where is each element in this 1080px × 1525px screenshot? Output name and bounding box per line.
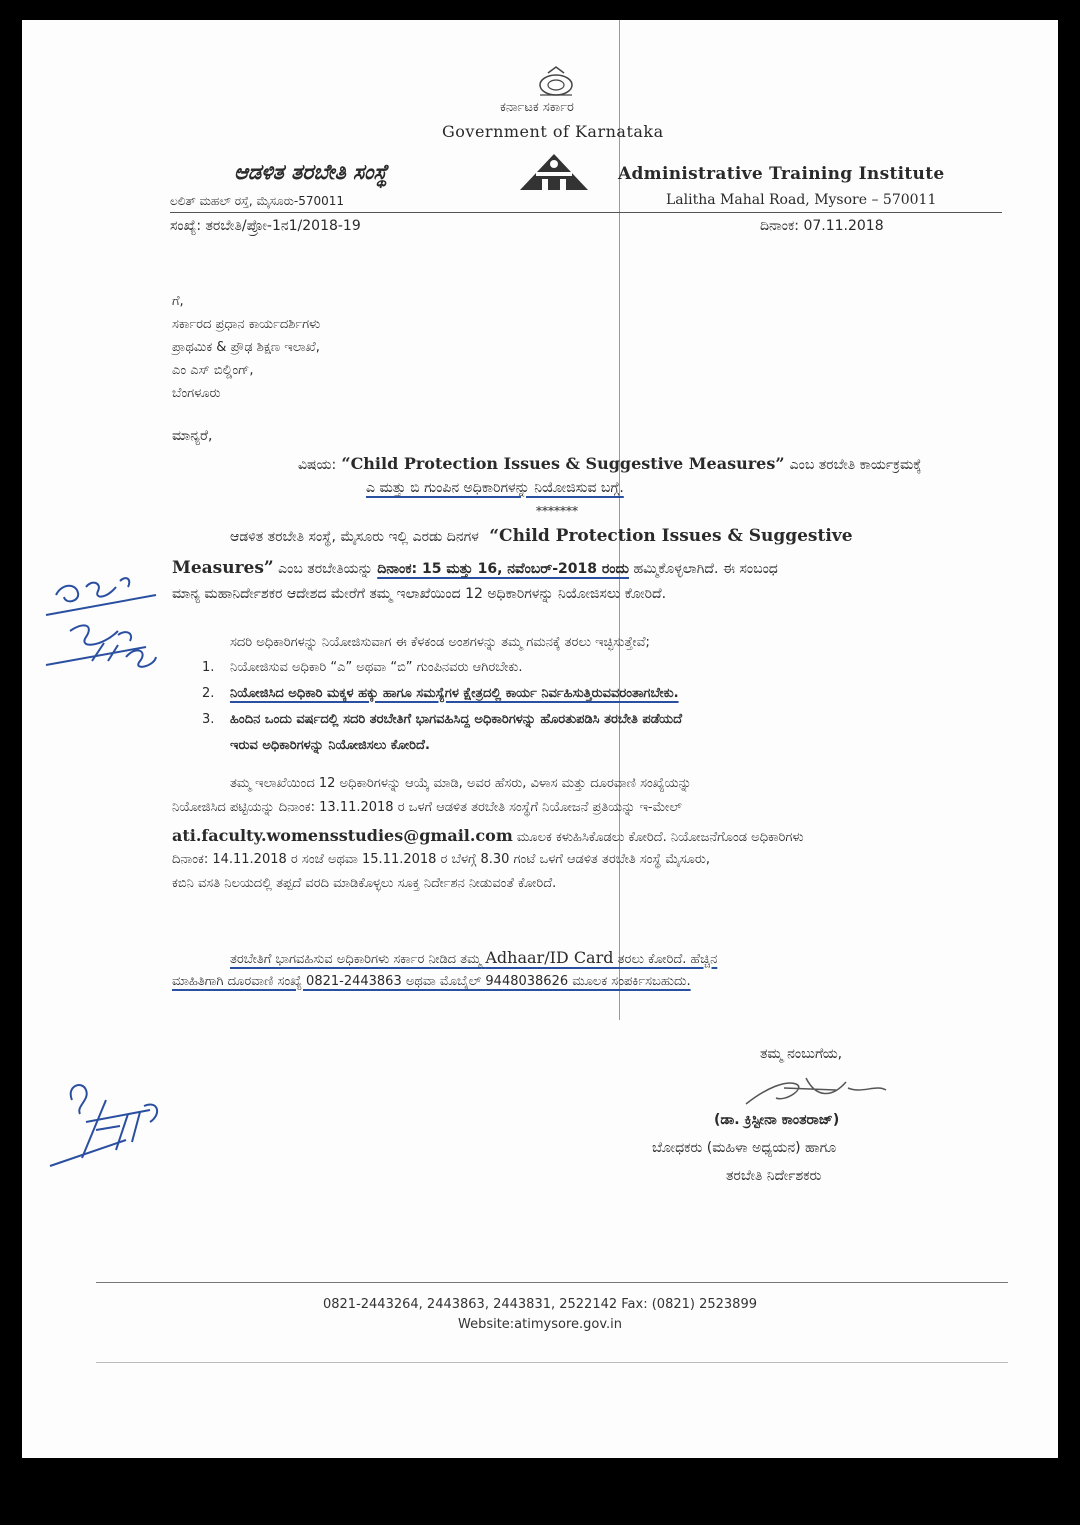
institute-kannada: ಆಡಳಿತ ತರಬೇತಿ ಸಂಸ್ಥೆ	[234, 160, 388, 184]
email-address: ati.faculty.womensstudies@gmail.com	[172, 826, 513, 845]
para1-text: ಆಡಳಿತ ತರಬೇತಿ ಸಂಸ್ಥೆ, ಮೈಸೂರು ಇಲ್ಲಿ ಎರಡು ದಿನಗಳ	[230, 529, 479, 545]
para3-line3	[172, 826, 804, 845]
para4-line1	[230, 948, 717, 967]
list-number: 1.	[202, 660, 215, 675]
recipient-block	[172, 290, 320, 405]
para3-line2: ನಿಯೋಜಿಸಿದ ಪಟ್ಟಿಯನ್ನು ದಿನಾಂಕ: 13.11.2018 ರ ಒಳಗೆ ಆಡಳಿತ ತರಬೇತಿ ಸಂಸ್ಥೆಗೆ ನಿಯೋಜನೆ ಪ್ರತಿಯನ್ನು ಇ-ಮೇಲ್	[172, 800, 682, 815]
footer-divider	[96, 1282, 1008, 1283]
recipient-line: ಸರ್ಕಾರದ ಪ್ರಧಾನ ಕಾರ್ಯದರ್ಶಿಗಳು	[172, 317, 321, 332]
para1-title: “Child Protection Issues & Suggestive	[489, 526, 853, 546]
para1-text: ಹಮ್ಮಿಕೊಳ್ಳಲಾಗಿದೆ. ಈ ಸಂಬಂಧ	[633, 561, 778, 577]
footer-bottom-line	[96, 1362, 1008, 1363]
gov-english: Government of Karnataka	[442, 122, 664, 141]
address-english: Lalitha Mahal Road, Mysore – 570011	[666, 192, 937, 208]
para3-line1: ತಮ್ಮ ಇಲಾಖೆಯಿಂದ 12 ಅಧಿಕಾರಿಗಳನ್ನು ಆಯ್ಕೆ ಮಾಡಿ, ಅವರ ಹೆಸರು, ವಿಳಾಸ ಮತ್ತು ದೂರವಾಣಿ ಸಂಖ್ಯೆಯನ್ನು	[230, 776, 692, 791]
para1-title-end: Measures”	[172, 558, 274, 578]
para4-line2: ಮಾಹಿತಿಗಾಗಿ ದೂರವಾಣಿ ಸಂಖ್ಯೆ 0821-2443863 ಅಥವಾ ಮೊಬೈಲ್ 9448038626 ಮೂಲಕ ಸಂಪರ್ಕಿಸಬಹುದು.	[172, 974, 691, 989]
recipient-line: ಎಂ ಎಸ್ ಬಿಲ್ಡಿಂಗ್,	[172, 363, 254, 378]
subject-line-2: ಎ ಮತ್ತು ಬಿ ಗುಂಪಿನ ಅಧಿಕಾರಿಗಳನ್ನು ನಿಯೋಜಿಸುವ ಬಗ್ಗೆ.	[366, 480, 624, 496]
para3-line5: ಕಬಿನಿ ವಸತಿ ನಿಲಯದಲ್ಲಿ ತಪ್ಪದೆ ವರದಿ ಮಾಡಿಕೊಳ್ಳಲು ಸೂಕ್ತ ನಿರ್ದೇಶನ ನೀಡುವಂತೆ ಕೋರಿದೆ.	[172, 876, 557, 891]
closing-yours: ತಮ್ಮ ನಂಬುಗೆಯ,	[760, 1046, 843, 1062]
list-text: ನಿಯೋಜಿಸಿದ ಅಧಿಕಾರಿ ಮಕ್ಕಳ ಹಕ್ಕು ಹಾಗೂ ಸಮಸ್ಯೆಗಳ ಕ್ಷೇತ್ರದಲ್ಲಿ ಕಾರ್ಯ ನಿರ್ವಹಿಸುತ್ತಿರುವವರಂತಾಗಬೇಕು.	[230, 686, 679, 701]
para1-line3: ಮಾನ್ಯ ಮಹಾನಿರ್ದೇಶಕರ ಆದೇಶದ ಮೇರೆಗೆ ತಮ್ಮ ಇಲಾಖೆಯಿಂದ 12 ಅಧಿಕಾರಿಗಳನ್ನು ನಿಯೋಜಿಸಲು ಕೋರಿದೆ.	[172, 586, 667, 602]
recipient-line: ಬೆಂಗಳೂರು	[172, 386, 221, 401]
list-item	[202, 660, 522, 675]
para1-line2	[172, 558, 778, 578]
list-item	[202, 712, 682, 727]
para4-text: ತರಲು ಕೋರಿದೆ. ಹೆಚ್ಚಿನ	[617, 952, 718, 967]
list-item-continuation: ಇರುವ ಅಧಿಕಾರಿಗಳನ್ನು ನಿಯೋಜಿಸಲು ಕೋರಿದೆ.	[230, 738, 430, 753]
recipient-line: ಪ್ರಾಥಮಿಕ & ಪ್ರೌಢ ಶಿಕ್ಷಣ ಇಲಾಖೆ,	[172, 340, 320, 355]
list-number: 3.	[202, 712, 215, 727]
recipient-line: ಗೆ,	[172, 294, 184, 309]
footer-phones: 0821-2443264, 2443863, 2443831, 2522142 Fax: (0821) 2523899	[322, 1297, 757, 1312]
para1-text: ಎಂಬ ತರಬೇತಿಯನ್ನು	[278, 561, 373, 577]
handwritten-note-stamp	[36, 565, 176, 685]
header-divider	[170, 212, 1002, 213]
para1-line1	[230, 526, 853, 546]
para4-text: ತರಬೇತಿಗೆ ಭಾಗವಹಿಸುವ ಅಧಿಕಾರಿಗಳು ಸರ್ಕಾರ ನೀಡಿದ ತಮ್ಮ	[230, 952, 482, 967]
para2-intro: ಸದರಿ ಅಧಿಕಾರಿಗಳನ್ನು ನಿಯೋಜಿಸುವಾಗ ಈ ಕೆಳಕಂಡ ಅಂಶಗಳನ್ನು ತಮ್ಮ ಗಮನಕ್ಕೆ ತರಲು ಇಚ್ಛಿಸುತ್ತೇವೆ;	[230, 635, 650, 650]
signatory-designation: ಬೋಧಕರು (ಮಹಿಳಾ ಅಧ್ಯಯನ) ಹಾಗೂ	[652, 1140, 837, 1156]
subject-line-1	[298, 454, 921, 473]
letter-page	[22, 20, 1058, 1458]
address-kannada: ಲಲಿತ್ ಮಹಲ್ ರಸ್ತೆ, ಮೈಸೂರು-570011	[170, 194, 345, 208]
subject-title: “Child Protection Issues & Suggestive Measures”	[341, 454, 785, 473]
signatory-name: (ಡಾ. ಕ್ರಿಸ್ಟೀನಾ ಕಾಂತರಾಜ್)	[714, 1112, 840, 1128]
salutation: ಮಾನ್ಯರೆ,	[172, 428, 213, 444]
para3-text: ಮೂಲಕ ಕಳುಹಿಸಿಕೊಡಲು ಕೋರಿದೆ. ನಿಯೋಜನೆಗೊಂಡ ಅಧಿಕಾರಿಗಳು	[516, 830, 804, 845]
handwritten-initials	[46, 1070, 166, 1170]
gov-kannada: ಕರ್ನಾಟಕ ಸರ್ಕಾರ	[500, 100, 574, 115]
list-item	[202, 686, 679, 701]
subject-label: ವಿಷಯ:	[298, 457, 337, 473]
list-number: 2.	[202, 686, 215, 701]
para3-line4: ದಿನಾಂಕ: 14.11.2018 ರ ಸಂಜೆ ಅಥವಾ 15.11.2018 ರ ಬೆಳಗ್ಗೆ 8.30 ಗಂಟೆ ಒಳಗೆ ಆಡಳಿತ ತರಬೇತಿ ಸಂಸ್ಥೆ ಮೈಸೂರು,	[172, 852, 710, 867]
institute-english: Administrative Training Institute	[618, 164, 945, 184]
reference-number: ಸಂಖ್ಯೆ: ತರಬೇತಿ/ಪ್ರೋ-1ನ1/2018-19	[170, 218, 361, 234]
ati-logo-icon	[518, 152, 590, 192]
signatory-designation: ತರಬೇತಿ ನಿರ್ದೇಶಕರು	[726, 1168, 822, 1184]
state-emblem-icon	[534, 65, 578, 99]
training-dates: ದಿನಾಂಕ: 15 ಮತ್ತು 16, ನವೆಂಬರ್-2018 ರಂದು	[377, 561, 629, 577]
separator-stars: *******	[536, 504, 578, 518]
signature	[736, 1068, 896, 1112]
list-text: ನಿಯೋಜಿಸುವ ಅಧಿಕಾರಿ “ಎ” ಅಥವಾ “ಬಿ” ಗುಂಪಿನವರು ಆಗಿರಬೇಕು.	[230, 660, 523, 675]
footer-website: Website:atimysore.gov.in	[457, 1317, 623, 1332]
letter-date: ದಿನಾಂಕ: 07.11.2018	[760, 218, 884, 234]
subject-rest: ಎಂಬ ತರಬೇತಿ ಕಾರ್ಯಕ್ರಮಕ್ಕೆ	[789, 457, 922, 473]
list-text: ಹಿಂದಿನ ಒಂದು ವರ್ಷದಲ್ಲಿ ಸದರಿ ತರಬೇತಿಗೆ ಭಾಗವಹಿಸಿದ್ದ ಅಧಿಕಾರಿಗಳನ್ನು ಹೊರತುಪಡಿಸಿ ತರಬೇತಿ ಪಡೆಯದೆ	[230, 712, 682, 727]
id-card-text: Adhaar/ID Card	[485, 948, 614, 967]
